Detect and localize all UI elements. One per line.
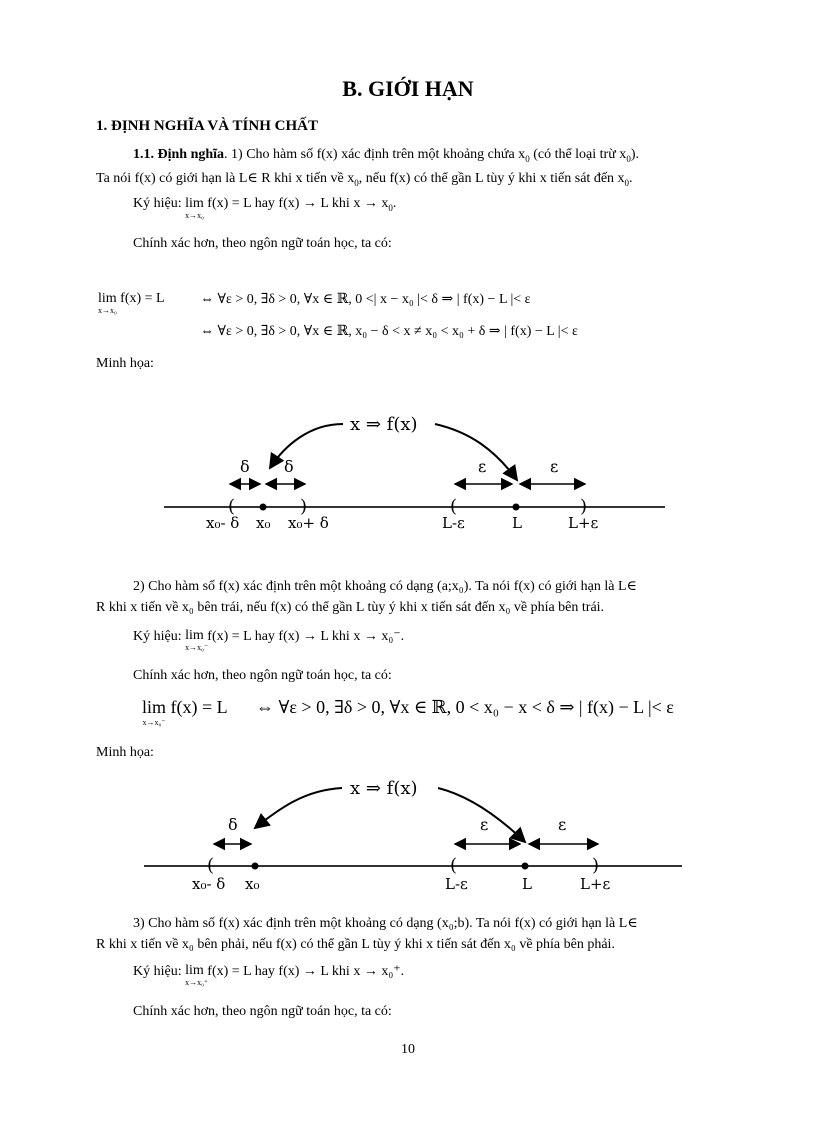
svg-text:(: ( bbox=[228, 496, 236, 517]
svg-text:(: ( bbox=[207, 855, 215, 876]
eps-label-right: ε bbox=[550, 457, 559, 476]
formula-2-rhs: ⇔ ∀ε > 0, ∃δ > 0, ∀x ∈ ℝ, 0 < x₀ − x < δ ⇒ | f(x) − L |< ε bbox=[256, 697, 674, 717]
formula-2-lhs: lim x→x₀⁻ f(x) = L bbox=[142, 697, 228, 727]
svg-text:): ) bbox=[300, 496, 308, 517]
tick-L-minus-eps: L-ε bbox=[442, 514, 465, 532]
tick-L-plus-eps: L+ε bbox=[568, 514, 599, 532]
tick-L: L bbox=[512, 514, 522, 532]
page-number: 10 bbox=[401, 1042, 415, 1057]
precise-text-1: Chính xác hơn, theo ngôn ngữ toán học, ta có: bbox=[133, 236, 392, 251]
paragraph-2-line-1: 2) Cho hàm số f(x) xác định trên một khoảng có dạng (a;x₀). Ta nói f(x) có giới hạn là L∈ bbox=[133, 579, 637, 594]
tick2-x0: x₀ bbox=[245, 875, 260, 893]
tick-x0-minus-delta: x₀- δ bbox=[206, 514, 240, 532]
precise-text-3: Chính xác hơn, theo ngôn ngữ toán học, ta có: bbox=[133, 1004, 392, 1019]
page-title: B. GIỚI HẠN bbox=[342, 76, 474, 101]
tick-x0-plus-delta: x₀+ δ bbox=[288, 514, 329, 532]
formula-1-line-1: lim x→x₀ f(x) = L bbox=[98, 291, 165, 315]
mapping-arrow-left bbox=[270, 424, 343, 468]
precise-text-2: Chính xác hơn, theo ngôn ngữ toán học, ta có: bbox=[133, 668, 392, 683]
formula-1-rhs-2: ⇔ ∀ε > 0, ∃δ > 0, ∀x ∈ ℝ, x₀ − δ < x ≠ x₀ < x₀ + δ ⇒ | f(x) − L |< ε bbox=[200, 324, 578, 339]
illustration-label-1: Minh họa: bbox=[96, 356, 154, 371]
eps2-left: ε bbox=[480, 815, 489, 834]
delta-label-right: δ bbox=[284, 457, 294, 476]
paragraph-3-line-2: R khi x tiến về x₀ bên phải, nếu f(x) có thể gần L tùy ý khi x tiến sát đến x₀ về phía bên phải. bbox=[96, 937, 615, 952]
tick2-L-minus-eps: L-ε bbox=[445, 875, 468, 893]
mapping-arrow-left-2 bbox=[255, 788, 342, 828]
tick2-x0-minus-delta: x₀- δ bbox=[192, 875, 226, 893]
delta-label-left: δ bbox=[240, 457, 250, 476]
illustration-figure-1 bbox=[150, 400, 680, 545]
notation-3: Ký hiệu: lim x→x₀⁺ f(x) = L hay f(x) → L khi x → x₀⁺. bbox=[133, 963, 405, 987]
illustration-figure-2 bbox=[140, 770, 685, 900]
mapping-arrow-right bbox=[435, 424, 517, 480]
lim-symbol: lim x→x₀ bbox=[185, 196, 204, 220]
svg-text:(: ( bbox=[450, 496, 458, 517]
definition-line-2: Ta nói f(x) có giới hạn là L∈ R khi x tiến về $x_0$, nếu f(x) có thể gần L tùy ý khi x tiến sát đến $x_0$. bbox=[96, 171, 633, 188]
definition-label: 1.1. Định nghĩa bbox=[133, 147, 225, 162]
tick2-L: L bbox=[522, 875, 532, 893]
section-heading: 1. ĐỊNH NGHĨA VÀ TÍNH CHẤT bbox=[96, 118, 318, 134]
notation-2: Ký hiệu: lim x→x₀⁻ f(x) = L hay f(x) → L khi x → x₀⁻. bbox=[133, 628, 405, 652]
eps-label-left: ε bbox=[478, 457, 487, 476]
mapping-label-2: x ⇒ f(x) bbox=[350, 778, 418, 799]
tick-x0: x₀ bbox=[256, 514, 271, 532]
mapping-label: x ⇒ f(x) bbox=[350, 414, 418, 435]
tick2-L-plus-eps: L+ε bbox=[580, 875, 611, 893]
paragraph-3-line-1: 3) Cho hàm số f(x) xác định trên một khoảng có dạng (x₀;b). Ta nói f(x) có giới hạn là L∈ bbox=[133, 916, 638, 931]
eps2-right: ε bbox=[558, 815, 567, 834]
delta-label-2: δ bbox=[228, 815, 238, 834]
illustration-label-2: Minh họa: bbox=[96, 745, 154, 760]
notation-1: Ký hiệu: lim x→x₀ f(x) = L hay f(x) → L khi $x \to x_0$. bbox=[133, 196, 397, 220]
svg-text:(: ( bbox=[450, 855, 458, 876]
svg-text:): ) bbox=[580, 496, 588, 517]
formula-1-rhs-1: ⇔ ∀ε > 0, ∃δ > 0, ∀x ∈ ℝ, 0 <| x − x₀ |< δ ⇒ | f(x) − L |< ε bbox=[200, 292, 531, 307]
definition-line-1: 1.1. Định nghĩa. 1) Cho hàm số f(x) xác định trên một khoảng chứa $x_0$ (có thể loại trừ $x_0$). bbox=[133, 147, 639, 164]
svg-text:): ) bbox=[592, 855, 600, 876]
paragraph-2-line-2: R khi x tiến về x₀ bên trái, nếu f(x) có thể gần L tùy ý khi x tiến sát đến x₀ về phía bên trái. bbox=[96, 600, 605, 615]
